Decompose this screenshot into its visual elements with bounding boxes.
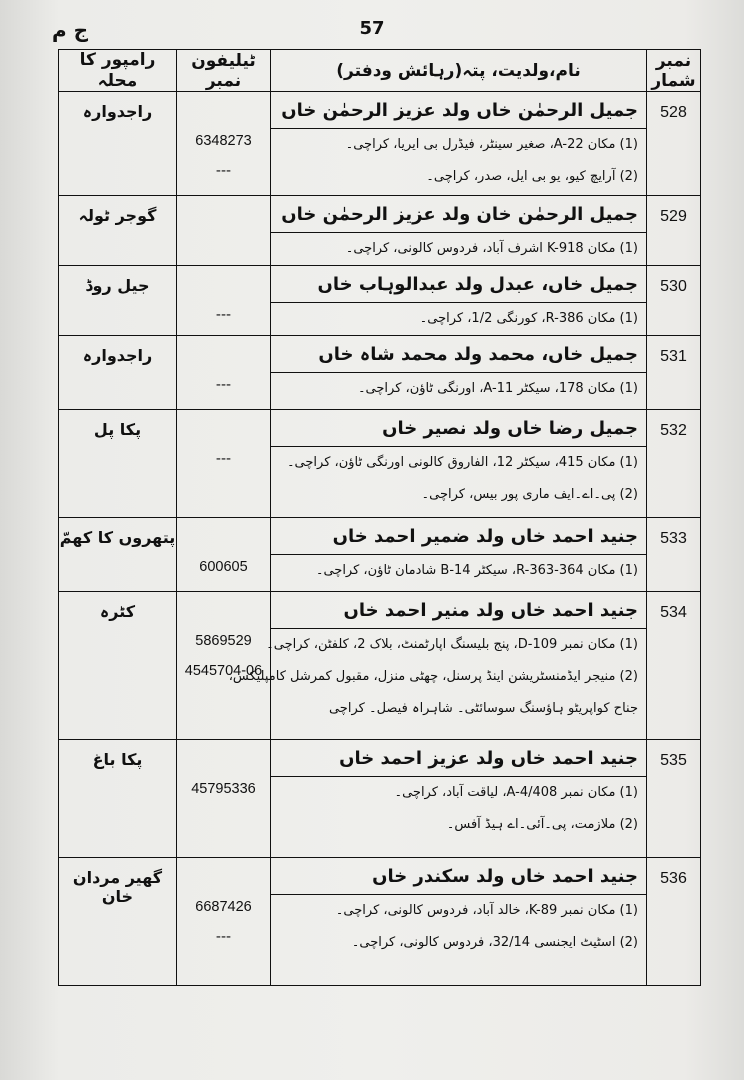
column-header-name: نام،ولدیت، پتہ(رہائش ودفتر) — [271, 50, 647, 92]
column-header-phone: ٹیلیفون نمبر — [177, 50, 271, 92]
serial-number: 534 — [647, 592, 701, 740]
phone-number: --- — [215, 377, 232, 393]
address-line: (1) مکان K-918 اشرف آباد، فردوس کالونی، کراچی۔ — [345, 241, 638, 256]
entry-name: جنید احمد خاں ولد عزیز احمد خاں — [271, 740, 646, 777]
phone-number: 600605 — [199, 559, 248, 575]
entry-name: جمیل الرحمٰن خان ولد عزیز الرحمٰن خاں — [271, 196, 646, 233]
phone-number: --- — [215, 307, 232, 323]
table-row — [59, 196, 701, 266]
phone-cell — [177, 92, 271, 196]
serial-number: 536 — [647, 858, 701, 986]
entry-details — [228, 592, 647, 740]
address-line: (2) ملازمت، پی۔آئی۔اے ہیڈ آفس۔ — [446, 817, 638, 832]
column-header-serial: نمبر شمار — [647, 50, 701, 92]
table-row — [59, 740, 701, 858]
phone-cell — [177, 518, 271, 592]
address-line: (1) مکان نمبر A-4/408، لیاقت آباد، کراچی۔ — [394, 785, 638, 800]
mohalla-name: راجدوارہ — [59, 336, 177, 410]
entry-name: جمیل خاں، عبدل ولد عبدالوہاب خاں — [271, 266, 646, 303]
phone-number: --- — [215, 163, 232, 179]
address-line: (1) مکان A-22، صغیر سینٹر، فیڈرل بی ایریا، کراچی۔ — [345, 137, 638, 152]
entry-details — [271, 740, 647, 858]
entry-details — [271, 518, 647, 592]
serial-number: 528 — [647, 92, 701, 196]
phone-number: --- — [215, 451, 232, 467]
phone-cell — [177, 336, 271, 410]
phone-number: 5869529 — [195, 633, 252, 649]
mohalla-name: پتھروں کا کھمّ — [59, 518, 177, 592]
address-line: جناح کواپریٹو ہاؤسنگ سوسائٹی۔ شاہراہ فیصل۔ کراچی — [328, 701, 638, 716]
address-line: (2) منیجر ایڈمنسٹریشن اینڈ پرسنل، چھٹی منزل، مقبول کمرشل کامپلیکس، — [228, 669, 638, 684]
serial-number: 535 — [647, 740, 701, 858]
table-row — [59, 858, 701, 986]
address-line: (1) مکان R-386، کورنگی 1/2، کراچی۔ — [419, 311, 638, 326]
phone-cell — [177, 196, 271, 266]
phone-number: 6687426 — [195, 899, 252, 915]
phone-cell — [177, 592, 271, 740]
address-line: (1) مکان نمبر K-89، خالد آباد، فردوس کالونی، کراچی۔ — [335, 903, 638, 918]
address-line: (2) پی۔اے۔ایف ماری پور بیس، کراچی۔ — [421, 487, 638, 502]
phone-cell — [177, 740, 271, 858]
address-line: (1) مکان 415، سیکٹر 12، الفاروق کالونی اورنگی ٹاؤن، کراچی۔ — [286, 455, 638, 470]
address-line: (2) اسٹیٹ ایجنسی 32/14، فردوس کالونی، کراچی۔ — [351, 935, 638, 950]
phone-cell — [177, 410, 271, 518]
entry-name: جنید احمد خاں ولد ضمیر احمد خاں — [271, 518, 646, 555]
entry-name: جمیل الرحمٰن خاں ولد عزیز الرحمٰن خاں — [271, 92, 646, 129]
phone-number: 4545704-06 — [184, 663, 263, 679]
mohalla-name: گوجر ٹولہ — [59, 196, 177, 266]
mohalla-name: پکا باغ — [59, 740, 177, 858]
entry-details — [271, 266, 647, 336]
address-line: (1) مکان R-363-364، سیکٹر B-14 شادمان ٹاؤن، کراچی۔ — [315, 563, 638, 578]
entry-details — [271, 336, 647, 410]
table-row — [59, 266, 701, 336]
table-row — [59, 336, 701, 410]
address-line: (2) آرایچ کیو، یو بی ایل، صدر، کراچی۔ — [426, 169, 638, 184]
entry-name: جنید احمد خاں ولد سکندر خاں — [271, 858, 646, 895]
entry-details — [271, 196, 647, 266]
page-number: 57 — [359, 18, 385, 39]
entry-details — [271, 858, 647, 986]
entry-details — [271, 92, 647, 196]
table-header-row — [59, 50, 701, 92]
table-row — [59, 410, 701, 518]
entry-name: جمیل خاں، محمد ولد محمد شاہ خاں — [271, 336, 646, 373]
table-row — [59, 592, 701, 740]
address-line: (1) مکان نمبر D-109، پنج بلیسنگ اپارٹمنٹ، بلاک 2، کلفٹن، کراچی۔ — [266, 637, 638, 652]
phone-number: 45795336 — [191, 781, 256, 797]
serial-number: 529 — [647, 196, 701, 266]
table-row — [59, 92, 701, 196]
phone-cell — [177, 858, 271, 986]
table-body — [59, 92, 701, 986]
table-row — [59, 518, 701, 592]
serial-number: 530 — [647, 266, 701, 336]
phone-number: --- — [215, 929, 232, 945]
column-header-mohalla: رامپور کا محلہ — [59, 50, 177, 92]
mohalla-name: راجدوارہ — [59, 92, 177, 196]
mohalla-name: پکا پل — [59, 410, 177, 518]
entry-details — [271, 410, 647, 518]
mohalla-name: جیل روڈ — [59, 266, 177, 336]
directory-table — [58, 49, 701, 986]
serial-number: 533 — [647, 518, 701, 592]
phone-number: 6348273 — [195, 133, 252, 149]
serial-number: 531 — [647, 336, 701, 410]
phone-cell — [177, 266, 271, 336]
mohalla-name: کٹرہ — [59, 592, 177, 740]
serial-number: 532 — [647, 410, 701, 518]
header-code: ج م — [52, 18, 89, 42]
address-line: (1) مکان 178، سیکٹر A-11، اورنگی ٹاؤن، کراچی۔ — [357, 381, 638, 396]
entry-name: جنید احمد خاں ولد منیر احمد خاں — [271, 592, 646, 629]
mohalla-name: گھیر مردان خان — [59, 858, 177, 986]
entry-name: جمیل رضا خاں ولد نصیر خاں — [271, 410, 646, 447]
